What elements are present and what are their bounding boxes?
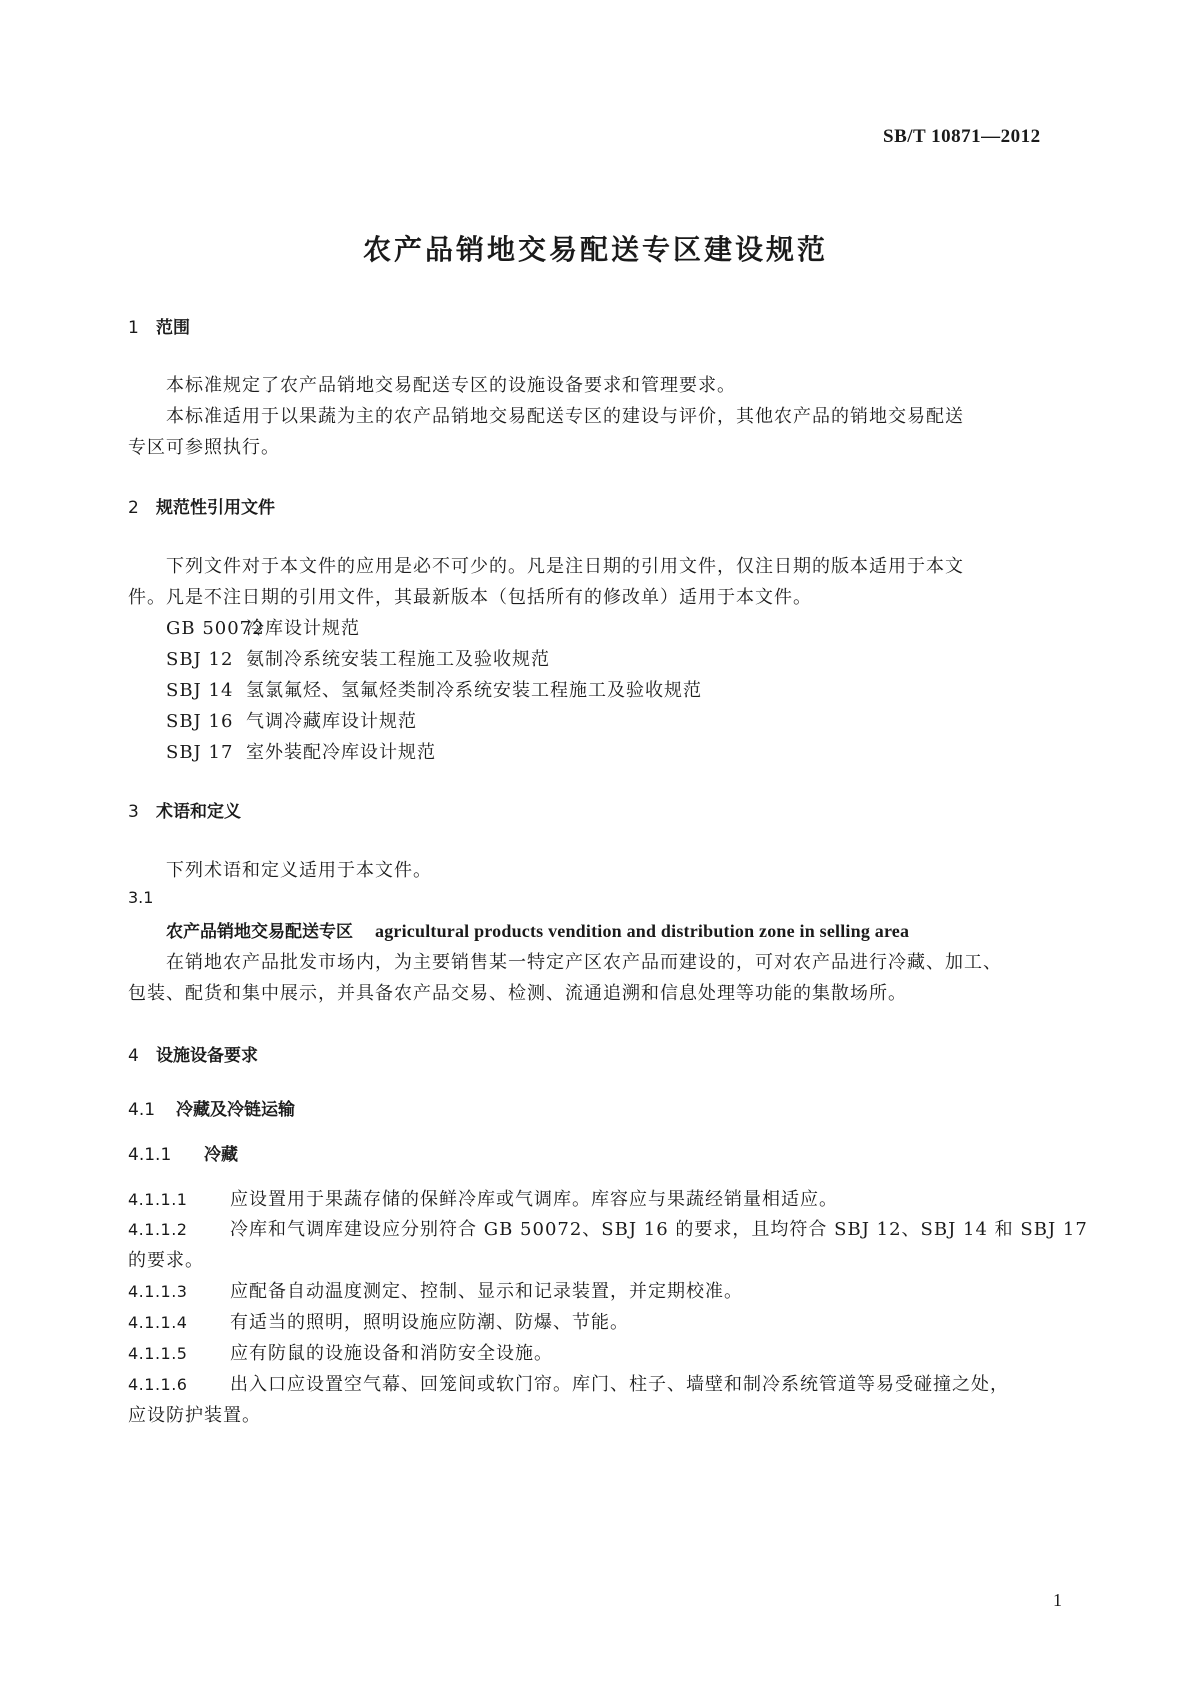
- standard-code: SB/T 10871—2012: [883, 126, 1041, 147]
- clause: [128, 1277, 743, 1303]
- clause-number: 4.1.1.2: [128, 1220, 188, 1239]
- clause-number: 4.1.1.1: [128, 1190, 188, 1209]
- paragraph-continuation: 件。凡是不注日期的引用文件，其最新版本（包括所有的修改单）适用于本文件。: [128, 587, 812, 608]
- clause-continuation: 应设防护装置。: [128, 1405, 261, 1426]
- clause-number: 4.1.1.6: [128, 1375, 188, 1394]
- section-number: 4: [128, 1046, 139, 1066]
- clause: [128, 1185, 838, 1211]
- reference-title: 室外装配冷库设计规范: [246, 742, 436, 763]
- clause-text: 应设置用于果蔬存储的保鲜冷库或气调库。库容应与果蔬经销量相适应。: [230, 1189, 838, 1210]
- paragraph: 本标准规定了农产品销地交易配送专区的设施设备要求和管理要求。: [166, 375, 736, 396]
- section-4-heading: [128, 1041, 258, 1066]
- reference-code: SBJ 12: [166, 649, 234, 670]
- reference-item: [166, 738, 436, 764]
- reference-code: SBJ 17: [166, 742, 234, 763]
- paragraph: 下列术语和定义适用于本文件。: [166, 860, 432, 881]
- section-number: 3: [128, 802, 139, 822]
- clause: [128, 1370, 1009, 1396]
- clause-number: 4.1.1.5: [128, 1344, 188, 1363]
- term-definition-continuation: 包装、配货和集中展示，并具备农产品交易、检测、流通追溯和信息处理等功能的集散场所。: [128, 983, 907, 1004]
- section-number: 2: [128, 498, 139, 518]
- paragraph: 下列文件对于本文件的应用是必不可少的。凡是注日期的引用文件，仅注日期的版本适用于本文: [166, 556, 964, 577]
- term-number: 3.1: [128, 888, 154, 907]
- subsection-number: 4.1.1: [128, 1145, 172, 1165]
- document-title: 农产品销地交易配送专区建设规范: [362, 233, 828, 266]
- reference-item: [166, 707, 417, 733]
- clause-text: 应配备自动温度测定、控制、显示和记录装置，并定期校准。: [230, 1281, 743, 1302]
- paragraph: 本标准适用于以果蔬为主的农产品销地交易配送专区的建设与评价，其他农产品的销地交易配送: [166, 406, 964, 427]
- clause-number: 4.1.1.3: [128, 1282, 188, 1301]
- section-title: 范围: [156, 318, 190, 338]
- clause-text: 出入口应设置空气幕、回笼间或软门帘。库门、柱子、墙壁和制冷系统管道等易受碰撞之处，: [230, 1374, 1009, 1395]
- clause: [128, 1339, 553, 1365]
- subsection-title: 冷藏: [204, 1145, 238, 1165]
- reference-code: GB 50072: [166, 618, 265, 639]
- reference-item: [166, 614, 360, 640]
- reference-title: 气调冷藏库设计规范: [246, 711, 417, 732]
- term-definition: 在销地农产品批发市场内，为主要销售某一特定产区农产品而建设的，可对农产品进行冷藏、加工、: [166, 952, 1002, 973]
- term-english: agricultural products vendition and distribution zone in selling area: [375, 921, 910, 941]
- paragraph-continuation: 专区可参照执行。: [128, 437, 280, 458]
- clause-continuation: 的要求。: [128, 1250, 204, 1271]
- clause-text: 有适当的照明，照明设施应防潮、防爆、节能。: [230, 1312, 629, 1333]
- page-number: 1: [1053, 1590, 1062, 1610]
- reference-code: SBJ 16: [166, 711, 234, 732]
- subsection-number: 4.1: [128, 1100, 156, 1120]
- section-title: 规范性引用文件: [156, 498, 275, 518]
- clause: [128, 1215, 1088, 1241]
- section-1-heading: [128, 313, 190, 338]
- subsection-title: 冷藏及冷链运输: [176, 1100, 295, 1120]
- reference-title: 冷库设计规范: [246, 618, 360, 639]
- clause: [128, 1308, 629, 1334]
- subsection-4-1-1-heading: [128, 1140, 238, 1165]
- section-title: 术语和定义: [156, 802, 241, 822]
- reference-title: 氨制冷系统安装工程施工及验收规范: [246, 649, 550, 670]
- reference-item: [166, 645, 550, 671]
- reference-title: 氢氯氟烃、氢氟烃类制冷系统安装工程施工及验收规范: [246, 680, 702, 701]
- section-title: 设施设备要求: [156, 1046, 258, 1066]
- clause-number: 4.1.1.4: [128, 1313, 188, 1332]
- term-entry: [166, 917, 909, 942]
- section-3-heading: [128, 797, 241, 822]
- reference-code: SBJ 14: [166, 680, 234, 701]
- section-2-heading: [128, 493, 275, 518]
- clause-text: 冷库和气调库建设应分别符合 GB 50072、SBJ 16 的要求，且均符合 SBJ 12、SBJ 14 和 SBJ 17: [230, 1219, 1088, 1240]
- clause-text: 应有防鼠的设施设备和消防安全设施。: [230, 1343, 553, 1364]
- reference-item: [166, 676, 702, 702]
- section-number: 1: [128, 318, 139, 338]
- subsection-4-1-heading: [128, 1095, 295, 1120]
- term-chinese: 农产品销地交易配送专区: [166, 922, 353, 942]
